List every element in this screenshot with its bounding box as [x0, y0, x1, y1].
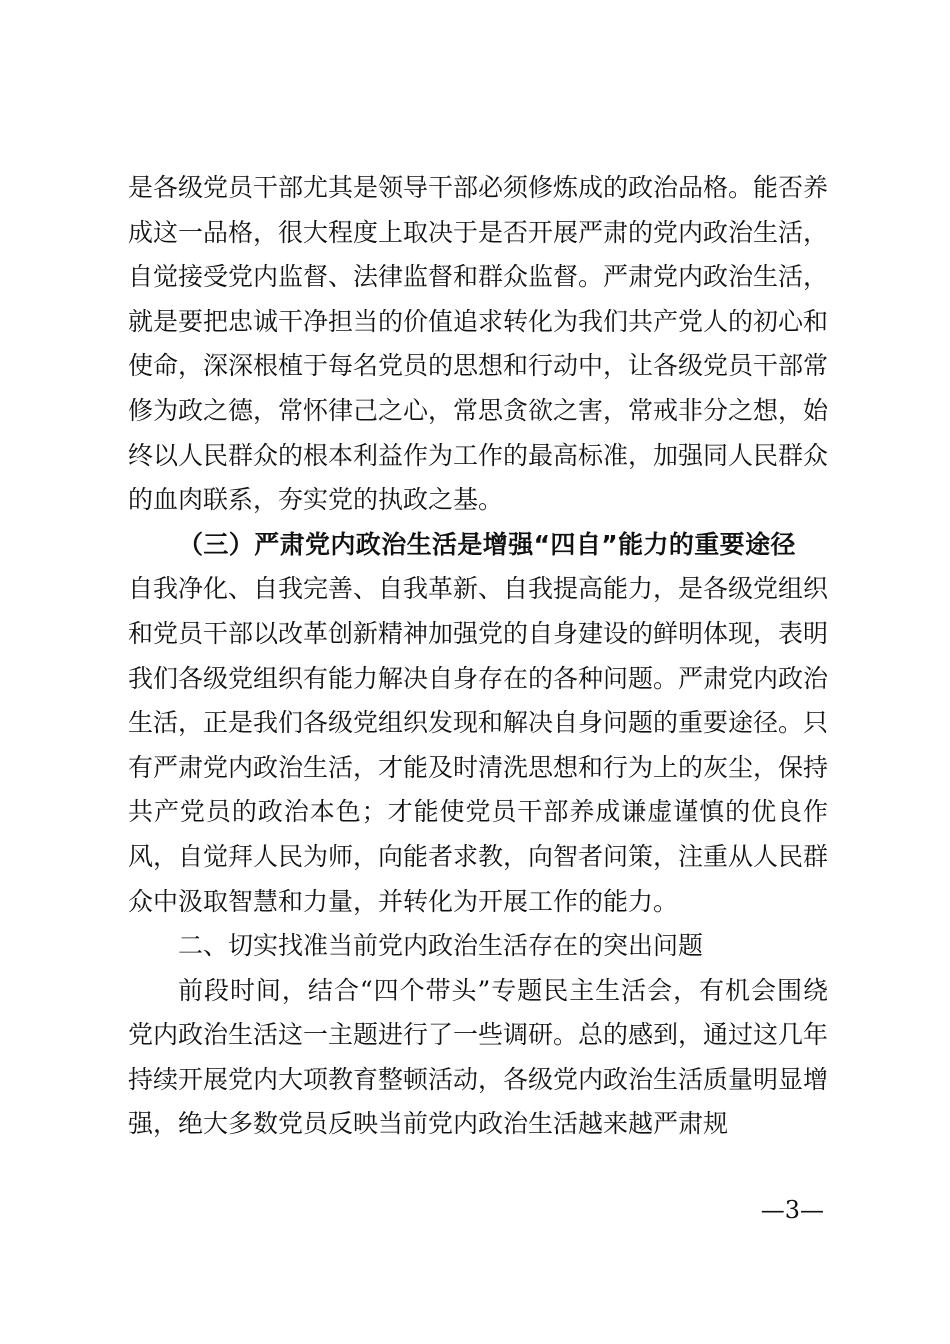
body-text [128, 166, 828, 1147]
paragraph-continuation: 是各级党员干部尤其是领导干部必须修炼成的政治品格。能否养成这一品格，很大程度上取决于是否开展严肃的党内政治生活，自觉接受党内监督、法律监督和群众监督。严肃党内政治生活，就是要把忠诚干净担当的价值追求转化为我们共产党人的初心和使命，深深根植于每名党员的思想和行动中，让各级党员干部常修为政之德，常怀律己之心，常思贪欲之害，常戒非分之想，始终以人民群众的根本利益作为工作的最高标准，加强同人民群众的血肉联系，夯实党的执政之基。 [128, 173, 829, 515]
paragraph-survey: 前段时间，结合“四个带头”专题民主生活会，有机会围绕党内政治生活这一主题进行了一些调研。总的感到，通过这几年持续开展党内大项教育整顿活动，各级党内政治生活质量明显增强，绝大多数党员反映当前党内政治生活越来越严肃规 [128, 975, 829, 1139]
page-number: —3— [760, 1196, 824, 1224]
paragraph-self-improvement: 自我净化、自我完善、自我革新、自我提高能力，是各级党组织和党员干部以改革创新精神加强党的自身建设的鲜明体现，表明我们各级党组织有能力解决自身存在的各种问题。严肃党内政治生活，正是我们各级党组织发现和解决自身问题的重要途径。只有严肃党内政治生活，才能及时清洗思想和行为上的灰尘，保持共产党员的政治本色；才能使党员干部养成谦虚谨慎的优良作风，自觉拜人民为师，向能者求教，向智者问策，注重从人民群众中汲取智慧和力量，并转化为开展工作的能力。 [128, 574, 829, 916]
subsection-heading-3: （三）严肃党内政治生活是增强“四自”能力的重要途径 [178, 529, 796, 559]
section-heading-2: 二、切实找准当前党内政治生活存在的突出问题 [178, 931, 704, 961]
